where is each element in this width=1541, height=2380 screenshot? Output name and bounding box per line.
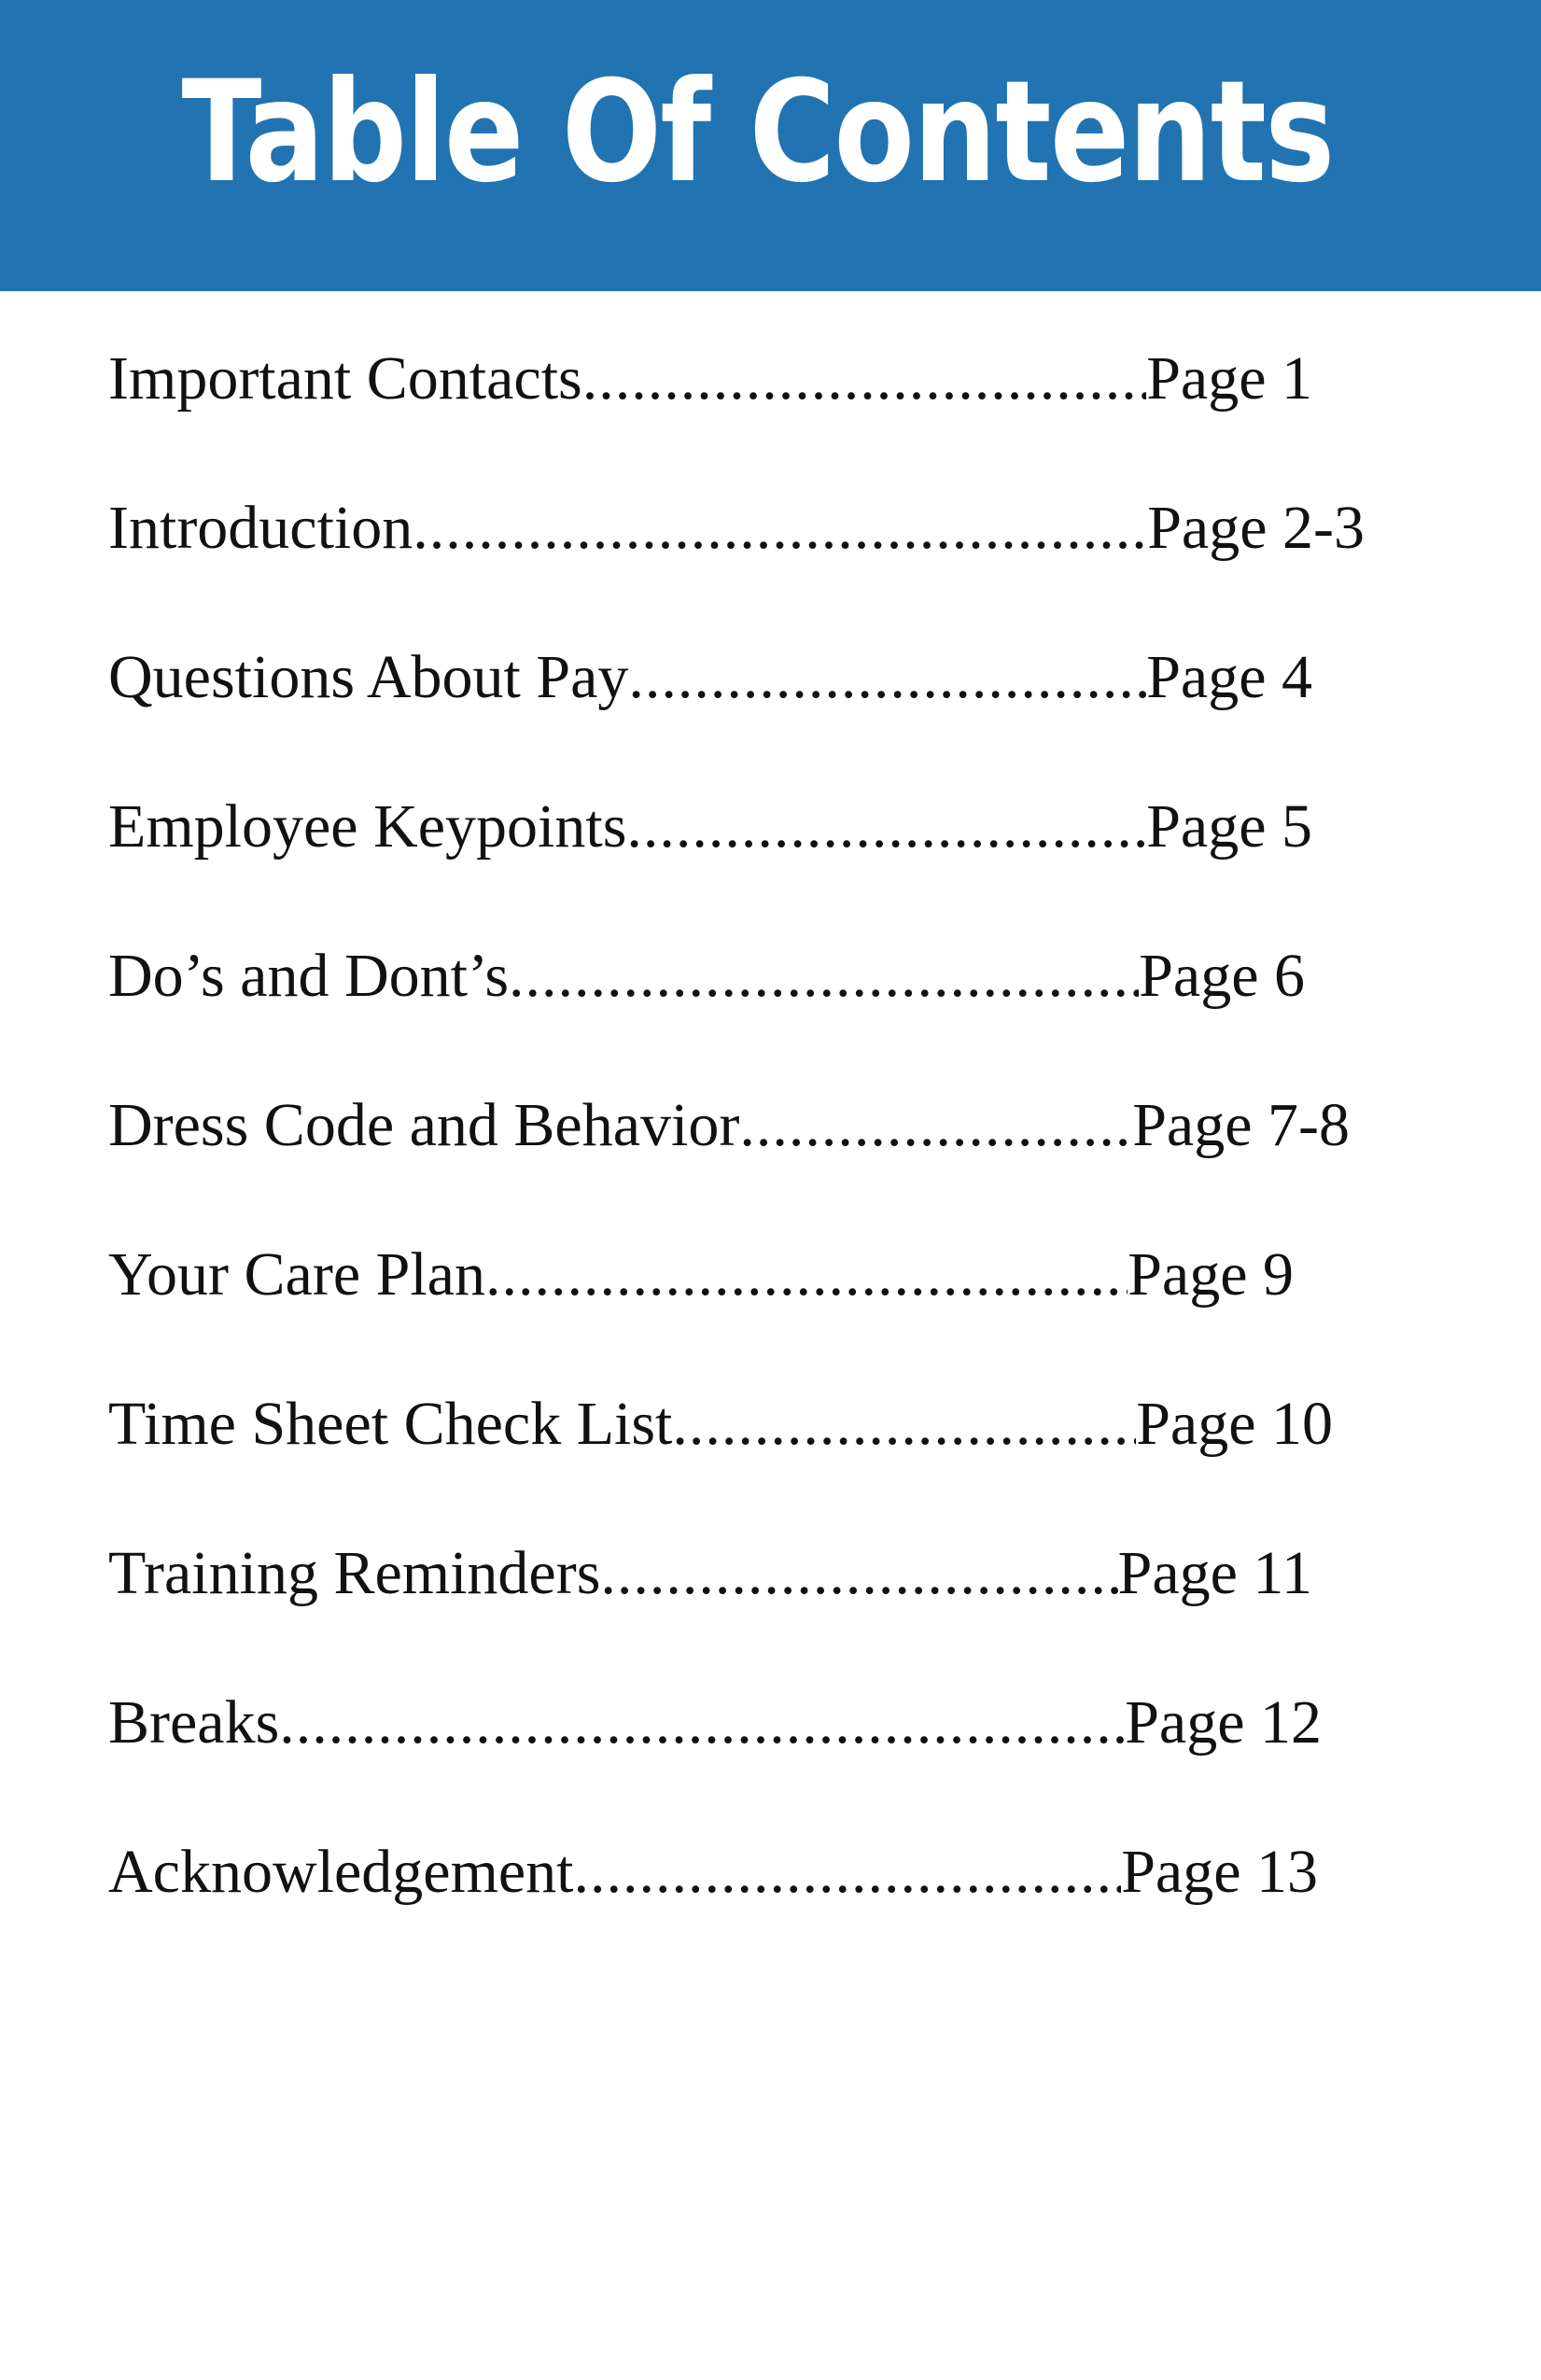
toc-entry-label: Introduction xyxy=(108,494,413,562)
toc-entry-page: Page 10 xyxy=(1136,1390,1333,1458)
dot-leader xyxy=(600,1532,1117,1616)
dot-leader xyxy=(279,1681,1125,1765)
toc-entry-label: Acknowledgement xyxy=(108,1838,574,1906)
toc-entry-label: Breaks xyxy=(108,1688,280,1757)
toc-entry-page: Page 6 xyxy=(1139,942,1305,1010)
dot-leader xyxy=(739,1084,1132,1168)
toc-entry xyxy=(108,1233,1294,1317)
dot-leader xyxy=(574,1830,1122,1914)
toc-entry xyxy=(108,1681,1322,1765)
toc-entry-page: Page 9 xyxy=(1128,1240,1294,1309)
toc-entry xyxy=(108,1830,1318,1914)
toc-entry xyxy=(108,1382,1333,1466)
dot-leader xyxy=(582,337,1146,421)
toc-entry-label: Time Sheet Check List xyxy=(108,1390,673,1458)
toc-entry-label: Questions About Pay xyxy=(108,643,629,711)
toc-entry-page: Page 4 xyxy=(1146,643,1312,711)
toc-entry xyxy=(108,934,1305,1018)
toc-entry-page: Page 2-3 xyxy=(1147,494,1365,562)
toc-entry-label: Do’s and Dont’s xyxy=(108,942,509,1010)
toc-entry-page: Page 1 xyxy=(1146,344,1312,413)
toc-entry-page: Page 7-8 xyxy=(1132,1091,1350,1159)
toc-entry-page: Page 13 xyxy=(1121,1838,1318,1906)
toc-entry xyxy=(108,636,1312,720)
toc-entry-page: Page 11 xyxy=(1117,1539,1312,1607)
page-title: Table Of Contents xyxy=(181,51,1334,214)
dot-leader xyxy=(413,486,1147,570)
toc-entry xyxy=(108,1084,1350,1168)
toc-entry xyxy=(108,486,1365,570)
dot-leader xyxy=(509,934,1139,1018)
toc-entry-label: Your Care Plan xyxy=(108,1240,485,1309)
dot-leader xyxy=(626,785,1146,869)
dot-leader xyxy=(628,636,1146,720)
toc-entry-page: Page 12 xyxy=(1125,1688,1322,1757)
toc-entry-label: Employee Keypoints xyxy=(108,792,627,861)
dot-leader xyxy=(485,1233,1128,1317)
dot-leader xyxy=(672,1382,1136,1466)
toc-entry xyxy=(108,337,1312,421)
toc-entry-label: Dress Code and Behavior xyxy=(108,1091,740,1159)
toc-entry-label: Training Reminders xyxy=(108,1539,601,1607)
toc-entry-label: Important Contacts xyxy=(108,344,582,413)
toc-entry-page: Page 5 xyxy=(1146,792,1312,861)
toc-entry xyxy=(108,1532,1312,1616)
toc-entry xyxy=(108,785,1312,869)
